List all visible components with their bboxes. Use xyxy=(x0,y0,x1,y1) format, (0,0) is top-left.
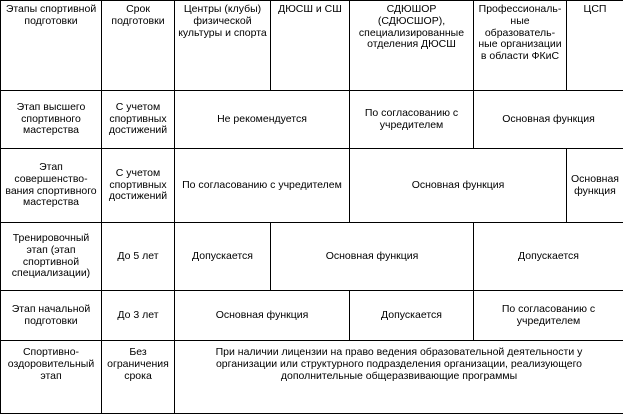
header-stages: Этапы спортивной подготовки xyxy=(1,1,102,91)
header-dyussh: ДЮСШ и СШ xyxy=(271,1,350,91)
term-cell: Без ограничения срока xyxy=(102,341,175,414)
term-cell: До 3 лет xyxy=(102,291,175,341)
header-professional: Профессиональ-ные образователь-ные организации в области ФКиС xyxy=(474,1,567,91)
status-cell: Основная функция xyxy=(350,149,567,223)
status-cell: Основная функция xyxy=(567,149,623,223)
header-tsp: ЦСП xyxy=(567,1,623,91)
status-cell: Основная функция xyxy=(271,223,474,291)
table-row xyxy=(1,149,623,223)
status-cell: Допускается xyxy=(474,223,623,291)
term-cell: С учетом спортивных достижений xyxy=(102,91,175,149)
status-cell: По согласованию с учредителем xyxy=(350,91,474,149)
status-cell: Допускается xyxy=(175,223,271,291)
stage-cell: Спортивно-оздоровительный этап xyxy=(1,341,102,414)
term-cell: До 5 лет xyxy=(102,223,175,291)
header-row xyxy=(1,1,623,91)
status-cell: Не рекомендуется xyxy=(175,91,350,149)
status-cell: По согласованию с учредителем xyxy=(474,291,623,341)
status-cell: Основная функция xyxy=(175,291,350,341)
table-row xyxy=(1,341,623,414)
term-cell: С учетом спортивных достижений xyxy=(102,149,175,223)
status-cell: Основная функция xyxy=(474,91,623,149)
stage-cell: Этап совершенство-вания спортивного мастерства xyxy=(1,149,102,223)
stage-cell: Тренировочный этап (этап спортивной специализации) xyxy=(1,223,102,291)
header-term: Срок подготовки xyxy=(102,1,175,91)
table-row xyxy=(1,223,623,291)
table-row xyxy=(1,291,623,341)
table-row xyxy=(1,91,623,149)
header-centers: Центры (клубы) физической культуры и спорта xyxy=(175,1,271,91)
status-cell: По согласованию с учредителем xyxy=(175,149,350,223)
status-cell: Допускается xyxy=(350,291,474,341)
stage-cell: Этап начальной подготовки xyxy=(1,291,102,341)
header-sdyushor: СДЮШОР (СДЮСШОР), специализированные отделения ДЮСШ xyxy=(350,1,474,91)
license-note-cell: При наличии лицензии на право ведения образовательной деятельности у организации или структурного подразделения организации, реализующего дополнительные общеразвивающие программы xyxy=(175,341,623,414)
stage-cell: Этап высшего спортивного мастерства xyxy=(1,91,102,149)
